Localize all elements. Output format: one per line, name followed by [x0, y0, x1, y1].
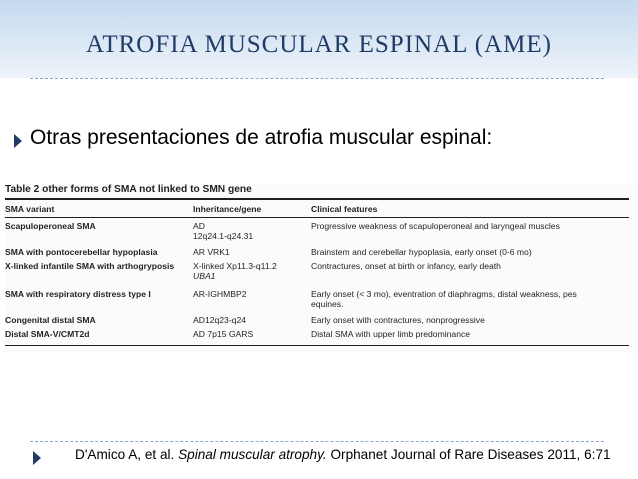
table-row-features: Early onset with contractures, nonprogressive: [311, 315, 485, 325]
citation-article: Spinal muscular atrophy.: [178, 447, 327, 462]
table-row-variant: SMA with respiratory distress type I: [5, 289, 151, 299]
column-header: SMA variant: [5, 204, 55, 214]
table-row-features: Brainstem and cerebellar hypoplasia, early onset (0-6 mo): [311, 247, 532, 257]
table-row-features: Early onset (< 3 mo), eventration of diaphragms, distal weakness, pes: [311, 289, 577, 299]
triangle-right-icon: [33, 451, 41, 465]
column-header: Clinical features: [311, 204, 378, 214]
table-row-gene: AD: [193, 221, 205, 231]
table-row-features: Progressive weakness of scapuloperoneal and laryngeal muscles: [311, 221, 560, 231]
bullet-text: Otras presentaciones de atrofia muscular espinal:: [30, 126, 493, 149]
slide-title: ATROFIA MUSCULAR ESPINAL (AME): [86, 31, 552, 58]
table-row-gene: AD12q23-q24: [193, 315, 247, 325]
table-row-gene: 12q24.1-q24.31: [193, 231, 254, 241]
citation-journal: Orphanet Journal of Rare Diseases 2011, 6:71: [326, 447, 611, 462]
table-row-variant: SMA with pontocerebellar hypoplasia: [5, 247, 158, 257]
triangle-right-icon: [14, 134, 22, 148]
citation: [75, 447, 611, 462]
citation-authors: D'Amico A, et al.: [75, 447, 179, 462]
table-caption: Table 2 other forms of SMA not linked to SMN gene: [5, 184, 252, 195]
column-header: Inheritance/gene: [193, 204, 262, 214]
sma-table: [5, 183, 633, 353]
table-row-gene: AD 7p15 GARS: [193, 329, 254, 339]
table-row-gene: UBA1: [193, 271, 216, 281]
table-row-features: equines.: [311, 299, 344, 309]
table-top-rule: [5, 198, 629, 200]
table-header-rule: [5, 217, 629, 218]
table-row-gene: AR VRK1: [193, 247, 230, 257]
table-row-variant: Scapuloperoneal SMA: [5, 221, 96, 231]
table-row-variant: Distal SMA-V/CMT2d: [5, 329, 90, 339]
table-row-variant: X-linked infantile SMA with arthogryposis: [5, 261, 175, 271]
table-row-features: Distal SMA with upper limb predominance: [311, 329, 471, 339]
footer-divider: [30, 441, 604, 442]
table-bottom-rule: [5, 345, 629, 346]
table-row-features: Contractures, onset at birth or infancy, early death: [311, 261, 501, 271]
table-row-variant: Congenital distal SMA: [5, 315, 96, 325]
title-divider: [30, 78, 604, 79]
table-row-gene: AR-IGHMBP2: [193, 289, 247, 299]
table-row-gene: X-linked Xp11.3-q11.2: [193, 261, 277, 271]
